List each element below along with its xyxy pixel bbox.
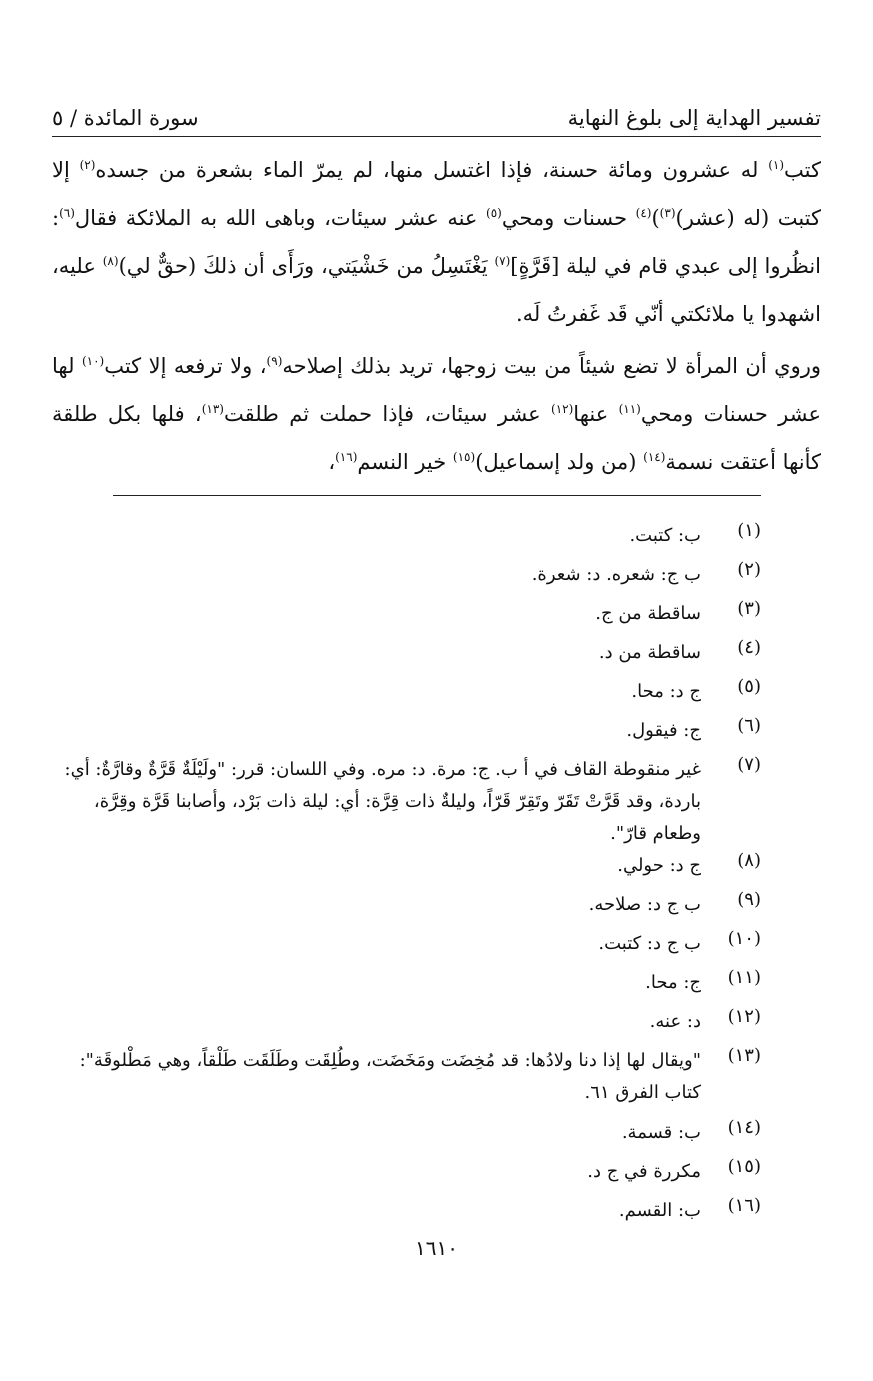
footnote-ref[interactable]: (١٢) — [551, 402, 574, 416]
footnote-item — [52, 754, 761, 850]
paragraph — [52, 342, 821, 486]
footnote-number: (١٤) — [727, 1117, 761, 1138]
footnotes — [52, 520, 761, 1234]
text-run: يَغْتَسِلُ من خَشْيَتي، ورَأَى أن ذلكَ (حقٌّ لي) — [118, 254, 495, 278]
footnote-ref[interactable]: (١٦) — [335, 450, 358, 464]
footnote-text: ساقطة من ج. — [595, 603, 701, 624]
footnote-item — [52, 559, 761, 598]
footnote-number: (٣) — [737, 598, 761, 619]
footnote-ref[interactable]: (٥) — [486, 206, 502, 220]
footnote-text: ب: قسمة. — [621, 1122, 701, 1143]
footnote-item — [52, 1006, 761, 1045]
footnote-number: (١) — [737, 520, 761, 541]
footnote-item — [52, 967, 761, 1006]
book-title: تفسير الهداية إلى بلوغ النهاية — [567, 106, 821, 130]
text-run: ، — [328, 450, 336, 474]
footnote-item — [52, 715, 761, 754]
text-run: : انظُروا إلى عبدي قام في ليلة [قَرَّةٍ] — [52, 206, 821, 278]
surah-label: سورة المائدة / ٥ — [52, 106, 199, 130]
footnote-text: ج: فيقول. — [626, 720, 701, 741]
footnote-number: (١٣) — [727, 1045, 761, 1066]
running-header — [52, 92, 821, 137]
footnote-text: مكررة في ج د. — [587, 1161, 701, 1182]
footnote-separator — [113, 495, 761, 496]
footnote-number: (٦) — [737, 715, 761, 736]
footnote-ref[interactable]: (٣) — [659, 206, 676, 220]
text-run: حسنات ومحي — [501, 206, 636, 230]
footnote-ref[interactable]: (١١) — [618, 402, 641, 416]
footnote-text: ج: محا. — [645, 972, 701, 993]
footnote-item — [52, 520, 761, 559]
footnote-item — [52, 1045, 761, 1117]
text-run: خير النسم — [357, 450, 453, 474]
text-run: وروي أن المرأة لا تضع شيئاً من بيت زوجها، تريد بذلك إصلاحه — [282, 354, 822, 378]
footnote-text: ج د: محا. — [631, 681, 701, 702]
footnote-text: ب: كتبت. — [629, 525, 701, 546]
footnote-number: (٧) — [737, 754, 761, 775]
footnote-ref[interactable]: (١٤) — [643, 450, 666, 464]
footnote-ref[interactable]: (١) — [768, 158, 785, 172]
text-run: كتب — [784, 158, 821, 182]
footnote-ref[interactable]: (٩) — [266, 354, 283, 368]
footnote-number: (٤) — [737, 637, 761, 658]
footnote-number: (١٦) — [727, 1195, 761, 1216]
footnote-number: (١٥) — [727, 1156, 761, 1177]
text-run: (من ولد إسماعيل) — [475, 450, 644, 474]
text-run: ، فلها بكل طلقة كأنها أعتقت نسمة — [52, 402, 821, 474]
footnote-text: د: عنه. — [649, 1011, 701, 1032]
footnote-text: ب ج: شعره. د: شعرة. — [531, 564, 701, 585]
footnote-ref[interactable]: (٤) — [635, 206, 652, 220]
footnote-text: ب ج د: كتبت. — [598, 933, 701, 954]
footnote-number: (٥) — [737, 676, 761, 697]
footnote-ref[interactable]: (١٥) — [452, 450, 476, 464]
footnote-number: (١٢) — [727, 1006, 761, 1027]
footnote-item — [52, 1195, 761, 1234]
footnote-item — [52, 637, 761, 676]
footnote-item — [52, 928, 761, 967]
footnote-number: (٩) — [737, 889, 761, 910]
text-run: له عشرون ومائة حسنة، فإذا اغتسل منها، لم يمرّ الماء بشعرة من جسده — [95, 158, 769, 182]
footnote-item — [52, 1117, 761, 1156]
footnote-text: غير منقوطة القاف في أ ب. ج: مرة. د: مره. وفي اللسان: قرر: "ولَيْلَةٌ قَرَّةٌ وقارَّةٌ: أي: باردة، وقد قَرَّتْ تَقَرّ وتَقِرّ قَرّاً، وليلةٌ ذات قِرَّة: أي: ليلة ذات بَرْد، وأصابنا قَرَّة وقِرَّة، وطعام قارّ". — [64, 759, 701, 844]
text-run: عليه، اشهدوا يا ملائكتي أنّي قَد غَفرتُ لَه. — [52, 254, 821, 326]
text-run: ، ولا ترفعه إلا كتب — [104, 354, 267, 378]
footnote-text: ج د: حولي. — [617, 855, 701, 876]
footnote-number: (١١) — [727, 967, 761, 988]
footnote-ref[interactable]: (١٣) — [201, 402, 224, 416]
footnote-text: ب ج د: صلاحه. — [588, 894, 701, 915]
footnote-ref[interactable]: (٦) — [59, 206, 75, 220]
footnote-item — [52, 1156, 761, 1195]
page-number: ١٦١٠ — [415, 1236, 458, 1260]
footnote-ref[interactable]: (٧) — [494, 254, 511, 268]
paragraph — [52, 146, 821, 338]
footnote-item — [52, 889, 761, 928]
footnote-number: (٢) — [737, 559, 761, 580]
footnote-ref[interactable]: (١٠) — [81, 354, 105, 368]
footnote-ref[interactable]: (٨) — [102, 254, 119, 268]
text-run: إلا كتبت (له (عشر) — [52, 158, 821, 230]
footnote-ref[interactable]: (٢) — [79, 158, 96, 172]
footnote-text: "ويقال لها إذا دنا ولادُها: قد مُخِضَت ومَخَضَت، وطُلِقَت وطَلَقَت طَلْقاً، وهي مَطْلوقَة": كتاب الفرق ٦١. — [79, 1050, 701, 1103]
main-text — [52, 146, 821, 486]
text-run: عنه عشر سيئات، وباهى الله به الملائكة فقال — [74, 206, 487, 230]
footnote-number: (٨) — [737, 850, 761, 871]
footnote-text: ب: القسم. — [618, 1200, 701, 1221]
text-run: ) — [651, 206, 660, 230]
footnote-item — [52, 598, 761, 637]
text-run: عشر سيئات، فإذا حملت ثم طلقت — [223, 402, 552, 426]
footnote-item — [52, 676, 761, 715]
footnote-number: (١٠) — [727, 928, 761, 949]
footnote-item — [52, 850, 761, 889]
footnote-text: ساقطة من د. — [598, 642, 701, 663]
text-run: عنها — [573, 402, 619, 426]
text-run: لها عشر حسنات ومحي — [52, 354, 822, 426]
